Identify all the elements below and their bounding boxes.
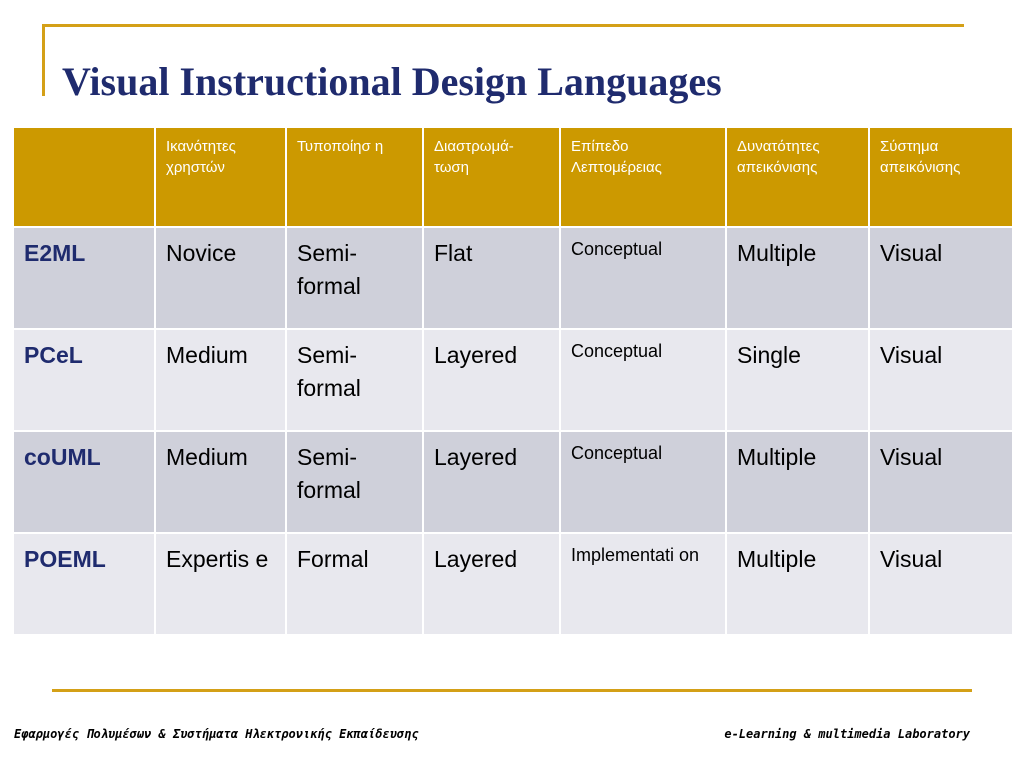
table-cell: Semi- formal (286, 431, 423, 533)
row-label: E2ML (13, 227, 155, 329)
table-cell: Conceptual (560, 227, 726, 329)
table-cell: Visual (869, 227, 1013, 329)
table-cell: Multiple (726, 227, 869, 329)
table-cell: Formal (286, 533, 423, 635)
table-cell: Conceptual (560, 431, 726, 533)
table-header-row (13, 127, 1013, 227)
top-decor-line (42, 24, 964, 27)
table-row (13, 329, 1013, 431)
table-cell: Medium (155, 329, 286, 431)
comparison-table (12, 126, 1014, 636)
table-cell: Novice (155, 227, 286, 329)
row-label: PCeL (13, 329, 155, 431)
table-cell: Layered (423, 533, 560, 635)
header-cell-layering: Διαστρωμά- τωση (423, 127, 560, 227)
table-cell: Semi- formal (286, 329, 423, 431)
table-cell: Layered (423, 431, 560, 533)
table-cell: Single (726, 329, 869, 431)
table-cell: Multiple (726, 431, 869, 533)
table-cell: Multiple (726, 533, 869, 635)
bottom-decor-line (52, 689, 972, 692)
table-cell: Medium (155, 431, 286, 533)
table-cell: Visual (869, 329, 1013, 431)
header-cell-corner (13, 127, 155, 227)
header-cell-notation-system: Σύστημα απεικόνισης (869, 127, 1013, 227)
header-cell-user-skills: Ικανότητες χρηστών (155, 127, 286, 227)
table-row (13, 533, 1013, 635)
footer-lab-name: e-Learning & multimedia Laboratory (724, 727, 970, 741)
table-cell: Implementati on (560, 533, 726, 635)
footer-course-title: Εφαρμογές Πολυμέσων & Συστήματα Ηλεκτρονικής Εκπαίδευσης (14, 727, 419, 741)
table-cell: Visual (869, 431, 1013, 533)
table-row (13, 227, 1013, 329)
table-cell: Layered (423, 329, 560, 431)
slide-title: Visual Instructional Design Languages (62, 59, 722, 104)
table-cell: Semi- formal (286, 227, 423, 329)
table-cell: Visual (869, 533, 1013, 635)
row-label: POEML (13, 533, 155, 635)
table-cell: Conceptual (560, 329, 726, 431)
table-cell: Expertis e (155, 533, 286, 635)
header-cell-formalism: Τυποποίησ η (286, 127, 423, 227)
header-cell-view-capabilities: Δυνατότητες απεικόνισης (726, 127, 869, 227)
row-label: coUML (13, 431, 155, 533)
table-cell: Flat (423, 227, 560, 329)
header-cell-detail-level: Επίπεδο Λεπτομέρειας (560, 127, 726, 227)
table-row (13, 431, 1013, 533)
left-decor-line (42, 24, 45, 96)
